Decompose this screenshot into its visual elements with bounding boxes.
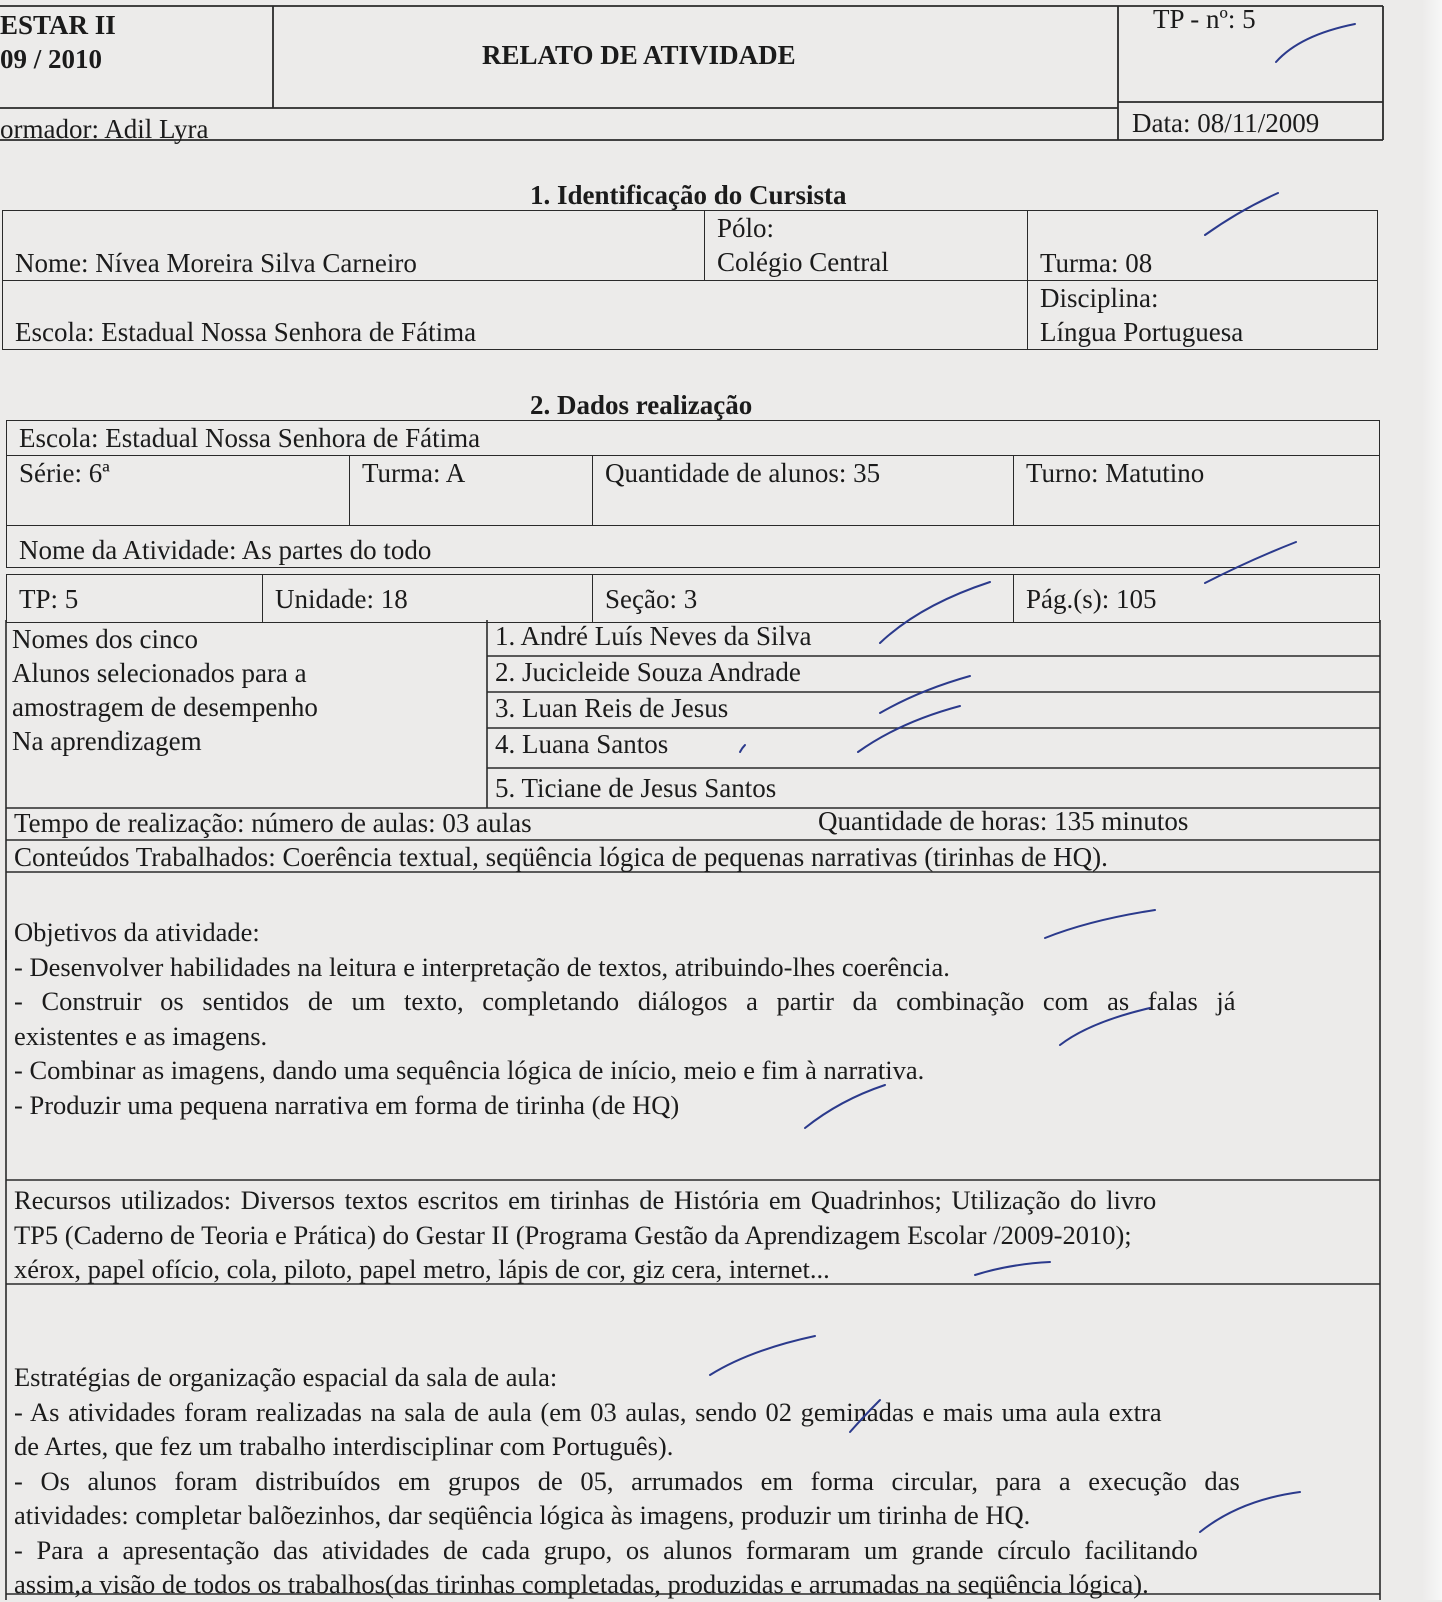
student-4: 4. Luana Santos	[495, 729, 669, 759]
tp-number: TP - nº: 5	[1153, 4, 1256, 34]
objetivos-line: - Produzir uma pequena narrativa em forma de tirinha (de HQ)	[14, 1089, 680, 1120]
estrategias-line: assim,a visão de todos os trabalhos(das tirinhas completadas, produzidas e arrumadas na seqüência lógica).	[14, 1569, 1149, 1599]
students-label-line: Alunos selecionados para a	[12, 658, 307, 688]
students-label-line: Nomes dos cinco	[12, 624, 198, 654]
check-mark	[1060, 1008, 1150, 1045]
secao-cell: Seção: 3	[593, 575, 1014, 623]
student-1: 1. André Luís Neves da Silva	[495, 621, 812, 651]
estrategias-line: - Os alunos foram distribuídos em grupos de 05, arrumados em forma circular, para a execução das	[14, 1465, 1240, 1496]
program-name: ESTAR II	[0, 10, 116, 40]
disciplina-value: Língua Portuguesa	[1040, 317, 1244, 347]
check-mark	[1200, 1492, 1300, 1532]
report-date: Data: 08/11/2009	[1132, 108, 1320, 138]
program-year: 09 / 2010	[0, 44, 103, 74]
estrategias-line: - As atividades foram realizadas na sala de aula (em 03 aulas, sendo 02 geminadas e mais uma aula extra	[14, 1396, 1162, 1427]
section1-heading: 1. Identificação do Cursista	[530, 180, 847, 210]
cursista-school: Escola: Estadual Nossa Senhora de Fátima	[3, 281, 1028, 350]
turno-cell: Turno: Matutino	[1014, 456, 1380, 526]
student-3: 3. Luan Reis de Jesus	[495, 693, 729, 723]
disciplina-label: Disciplina:	[1040, 283, 1159, 313]
page-edge	[1422, 0, 1442, 1600]
estrategias-line: atividades: completar balõezinhos, dar seqüência lógica às imagens, produzir um tirinha de HQ.	[14, 1500, 1031, 1530]
turma-cell: Turma: 08	[1028, 211, 1378, 281]
recursos-line: TP5 (Caderno de Teoria e Prática) do Gestar II (Programa Gestão da Aprendizagem Escolar /2009-2010);	[14, 1219, 1132, 1250]
objetivos-line: Objetivos da atividade:	[14, 917, 260, 947]
cursista-name: Nome: Nívea Moreira Silva Carneiro	[3, 211, 705, 281]
tempo-realizacao: Tempo de realização: número de aulas: 03 aulas	[14, 808, 532, 838]
page-title: RELATO DE ATIVIDADE	[482, 40, 796, 70]
turma-a-cell: Turma: A	[350, 456, 593, 526]
quantidade-alunos: Quantidade de alunos: 35	[593, 456, 1014, 526]
polo-value: Colégio Central	[717, 247, 889, 277]
formador: ormador: Adil Lyra	[0, 114, 209, 144]
recursos-line: Recursos utilizados: Diversos textos escritos em tirinhas de História em Quadrinhos; Utilização do livro	[14, 1185, 1157, 1215]
estrategias-line: Estratégias de organização espacial da sala de aula:	[14, 1362, 558, 1392]
student-5: 5. Ticiane de Jesus Santos	[495, 773, 777, 803]
student-2: 2. Jucicleide Souza Andrade	[495, 657, 801, 687]
unidade-cell: Unidade: 18	[263, 575, 593, 623]
estrategias-line: de Artes, que fez um trabalho interdisciplinar com Português).	[14, 1431, 674, 1461]
check-mark	[1205, 542, 1296, 583]
quantidade-horas: Quantidade de horas: 135 minutos	[818, 806, 1189, 836]
objetivos-line: existentes e as imagens.	[14, 1020, 268, 1051]
objetivos-line: - Combinar as imagens, dando uma sequência lógica de início, meio e fim à narrativa.	[14, 1055, 925, 1085]
serie-cell: Série: 6ª	[7, 456, 350, 526]
recursos-line: xérox, papel ofício, cola, piloto, papel metro, lápis de cor, giz cera, internet...	[14, 1254, 830, 1284]
check-mark	[975, 1262, 1050, 1275]
check-mark	[710, 1336, 815, 1375]
objetivos-line: - Desenvolver habilidades na leitura e interpretação de textos, atribuindo-lhes coerência.	[14, 951, 950, 982]
section2-heading: 2. Dados realização	[530, 390, 753, 420]
conteudos: Conteúdos Trabalhados: Coerência textual, seqüência lógica de pequenas narrativas (tirinhas de HQ).	[14, 842, 1108, 872]
check-mark	[1205, 193, 1278, 235]
check-mark	[880, 582, 990, 643]
students-label-line: amostragem de desempenho	[12, 692, 318, 722]
check-mark	[805, 1085, 885, 1128]
paginas-cell: Pág.(s): 105	[1014, 575, 1380, 623]
check-mark	[850, 1400, 880, 1432]
estrategias-line: - Para a apresentação das atividades de cada grupo, os alunos formaram um grande círculo facilitando	[14, 1534, 1198, 1565]
check-mark	[1045, 910, 1155, 938]
polo-label: Pólo:	[717, 213, 775, 243]
check-mark	[858, 706, 960, 752]
tp-cell: TP: 5	[7, 575, 263, 623]
realization-school: Escola: Estadual Nossa Senhora de Fátima	[7, 421, 1380, 456]
objetivos-line: - Construir os sentidos de um texto, completando diálogos a partir da combinação com as falas já	[14, 986, 1236, 1016]
students-label-line: Na aprendizagem	[12, 726, 202, 756]
check-mark	[1276, 24, 1355, 62]
nome-atividade: Nome da Atividade: As partes do todo	[7, 526, 1380, 568]
check-mark	[740, 745, 745, 752]
